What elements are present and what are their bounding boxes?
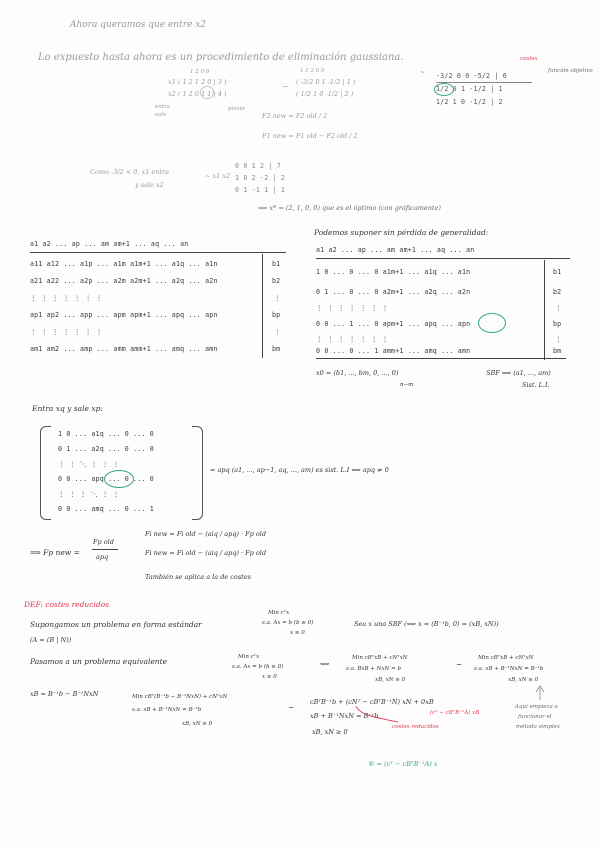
def-final: ® = (cᵀ − cBᵀB⁻¹A) x <box>368 760 438 768</box>
right-matrix-b: ⋮ <box>555 335 562 343</box>
def-line-1: Supongamos un problema en forma estándar <box>30 620 202 629</box>
left-matrix-b: ⋮ <box>274 294 281 302</box>
def-x3: xB, xN ≥ 0 <box>375 677 406 683</box>
tableau1-row-2: x2 ( 1 2 0 1 1 | 4 ) <box>168 90 227 98</box>
left-matrix-row: a21 a22 ... a2p ... a2m a2m+1 ... a2q ... a2n <box>30 277 218 285</box>
right-matrix-header: a1 a2 ... ap ... am am+1 ... aq ... an <box>316 246 475 254</box>
def-line-2: Pasamos a un problema equivalente <box>30 657 168 666</box>
small-note-line-2: y sale x2 <box>135 181 164 189</box>
tableau1-row-1: x1 ( 1 2 1 2 0 | 3 ) <box>168 78 227 86</box>
side-note-line-1: Aquí empieza a <box>515 704 558 710</box>
def-st6: xB + B⁻¹NxN = B⁻¹b <box>310 712 379 720</box>
tableau1-f-top: F2 new = F2 old / 2 <box>262 112 328 120</box>
big-matrix-row: ⋮ ⋮ ⋱ ⋮ ⋮ ⋮ <box>58 460 120 468</box>
fp-numerator: Fp old <box>93 538 114 546</box>
def-tilde: ~ <box>456 660 463 669</box>
right-matrix-sbf: SBF ⟹ (a1, ..., am) <box>486 369 551 377</box>
small-note-line-1: Como -3/2 < 0, x1 entra <box>90 168 170 176</box>
def-obj6: cBᵀB⁻¹b + (cNᵀ − cBᵀB⁻¹N) xN + 0xB <box>310 698 434 706</box>
left-matrix-header: a1 a2 ... ap ... am am+1 ... aq ... an <box>30 240 189 248</box>
right-matrix-row: ⋮ ⋮ ⋮ ⋮ ⋮ ⋮ ⋮ <box>316 335 389 343</box>
header-line: Ahora queramos que entre x2 <box>70 20 207 30</box>
def-x2: x ≥ 0 <box>262 674 277 680</box>
big-matrix-row: 0 0 ... amq ... 0 ... 1 <box>58 505 154 513</box>
def-iff: ⟺ <box>320 660 330 668</box>
right-matrix-row: 0 1 ... 0 ... 0 a2m+1 ... a2q ... a2n <box>316 288 471 296</box>
tableau4-row-3: 0 1 -1 1 | 1 <box>235 186 286 194</box>
tableau1-top-indices: 1 2 0 0 <box>190 69 210 75</box>
tableau3-row-3: 1/2 1 0 -1/2 | 2 <box>436 98 503 106</box>
right-matrix-footer: x0 = (b1, ..., bm, 0, ..., 0) <box>316 369 399 377</box>
fp-left: ⟹ Fp new = <box>30 548 80 557</box>
def-min2: Min cᵀx <box>238 654 260 660</box>
left-matrix-row: a11 a12 ... a1p ... a1m a1m+1 ... a1q ... a1n <box>30 260 218 268</box>
also-costs: También se aplica a la de costes <box>145 573 251 581</box>
tableau1-label-entra: entra <box>155 104 170 110</box>
right-matrix-row: 1 0 ... 0 ... 0 a1m+1 ... a1q ... a1n <box>316 268 471 276</box>
tableau3-arrow: ~ <box>420 70 425 76</box>
left-matrix-b: ⋮ <box>274 328 281 336</box>
left-matrix-row: ⋮ ⋮ ⋮ ⋮ ⋮ ⋮ ⋮ <box>30 328 103 336</box>
big-matrix-row: 1 0 ... a1q ... 0 ... 0 <box>58 430 154 438</box>
enter-equals-line: = apq (a1, ..., ap−1, aq, ..., am) es sist. L.I ⟺ apq ≠ 0 <box>210 466 389 474</box>
tableau4-left: ~ x1 x2 <box>205 172 231 180</box>
tableau2-row-2: ( 1/2 1 0 -1/2 | 2 ) <box>296 90 354 98</box>
tableau3-row-1: -3/2 0 0 -5/2 | 6 <box>436 72 507 80</box>
tableau2-top-indices: 1 1 2 0 0 <box>300 68 325 74</box>
tableau3-row-2: 1/2 0 1 -1/2 | 1 <box>436 85 503 93</box>
left-matrix-b: b2 <box>272 277 281 285</box>
enter-title: Entra xq y sale xp: <box>32 404 103 413</box>
side-note-line-3: método simplex <box>516 724 561 730</box>
def-x6: xB, xN ≥ 0 <box>312 728 348 736</box>
def-x1: x ≥ 0 <box>290 630 305 636</box>
tableau1-label-pivote: pivote <box>228 106 246 112</box>
right-matrix-title: Podemos suponer sin pérdida de generalidad: <box>314 228 489 237</box>
def-x5: xB, xN ≥ 0 <box>182 721 213 727</box>
tableau2-row-1: ( -3/2 0 1 -1/2 | 1 ) <box>296 78 356 86</box>
left-matrix-row: am1 am2 ... amp ... amm amm+1 ... amq ... amn <box>30 345 218 353</box>
right-matrix-row: ⋮ ⋮ ⋮ ⋮ ⋮ ⋮ ⋮ <box>316 304 389 312</box>
def-tilde-2: ~ <box>288 703 295 712</box>
right-matrix-b: bp <box>553 320 562 328</box>
right-matrix-row: 0 0 ... 1 ... 0 apm+1 ... apq ... apn <box>316 320 471 328</box>
def-min1: Min cᵀx <box>268 610 290 616</box>
right-matrix-row: 0 0 ... 0 ... 1 amm+1 ... amq ... amn <box>316 347 471 355</box>
def-note6: (cᵀ − cBᵀB⁻¹A) xB <box>430 710 480 716</box>
intro-line: Lo expuesto hasta ahora es un procedimiento de eliminación gaussiana. <box>38 52 404 63</box>
right-matrix-b: b2 <box>553 288 562 296</box>
fi-line-2: Fi new = Fi old − (aiq / apq) · Fp old <box>145 549 267 557</box>
fp-denominator: apq <box>96 553 109 561</box>
def-xb-expr: xB = B⁻¹b − B⁻¹NxN <box>30 690 99 698</box>
big-matrix-row: 0 0 ... apq ... 0 ... 0 <box>58 475 154 483</box>
def-st2: s.a. Ax = b (b ≥ 0) <box>232 664 284 670</box>
def-sea: Sea x una SBF (⟺ x = (B⁻¹b, 0) = (xB, xN)) <box>354 620 499 628</box>
tableau3-side-note: función objetivo <box>548 68 593 74</box>
def-x4: xB, xN ≥ 0 <box>508 677 539 683</box>
right-matrix-b: b1 <box>553 268 562 276</box>
def-st4: s.a. xB + B⁻¹NxN = B⁻¹b <box>474 666 544 672</box>
right-matrix-footer-sub: n−m <box>400 382 414 388</box>
tableau4-row-2: 1 0 2 -2 | 2 <box>235 174 286 182</box>
big-matrix-row: ⋮ ⋮ ⋮ ⋱ ⋮ ⋮ <box>58 490 120 498</box>
optimum-line: ⟹ x* = (2, 1, 0, 0) que es el óptimo (con gráficamente) <box>258 204 441 212</box>
tableau3-costes-note: costes <box>520 56 538 62</box>
right-matrix-b: ⋮ <box>555 304 562 312</box>
left-matrix-b: bp <box>272 311 281 319</box>
def-abn: (A = (B | N)) <box>30 636 72 644</box>
big-matrix-row: 0 1 ... a2q ... 0 ... 0 <box>58 445 154 453</box>
tableau1-f-bottom: F1 new = F1 old − F2 old / 2 <box>262 132 358 140</box>
def-min4: Min cBᵀxB + cNᵀxN <box>478 655 534 661</box>
tableau4-row-1: 0 0 1 2 | 7 <box>235 162 281 170</box>
fi-line-1: Fi new = Fi old − (aiq / apq) · Fp old <box>145 530 267 538</box>
tableau1-arrow: ~ <box>282 82 289 91</box>
left-matrix-b: bm <box>272 345 281 353</box>
def-title: DEF: costes reducidos <box>24 600 110 609</box>
right-matrix-b: bm <box>553 347 562 355</box>
left-matrix-row: ⋮ ⋮ ⋮ ⋮ ⋮ ⋮ ⋮ <box>30 294 103 302</box>
right-matrix-sist: Sist. L.I. <box>522 381 550 389</box>
def-st3: s.a. BxB + NxN = b <box>346 666 401 672</box>
def-st1: s.a. Ax = b (b ≥ 0) <box>262 620 314 626</box>
tableau1-label-sale: sale <box>155 112 167 118</box>
side-note-line-2: funcionar el <box>518 714 552 720</box>
def-min5: Min cBᵀ(B⁻¹b − B⁻¹NxN) + cNᵀxN <box>132 694 228 700</box>
def-costes-reducidos: costes reducidos <box>392 724 439 730</box>
def-st5: s.a. xB + B⁻¹NxN = B⁻¹b <box>132 707 202 713</box>
def-min3: Min cBᵀxB + cNᵀxN <box>352 655 408 661</box>
left-matrix-b: b1 <box>272 260 281 268</box>
left-matrix-row: ap1 ap2 ... app ... apm apm+1 ... apq ... apn <box>30 311 218 319</box>
red-arrow-costes <box>356 706 398 722</box>
